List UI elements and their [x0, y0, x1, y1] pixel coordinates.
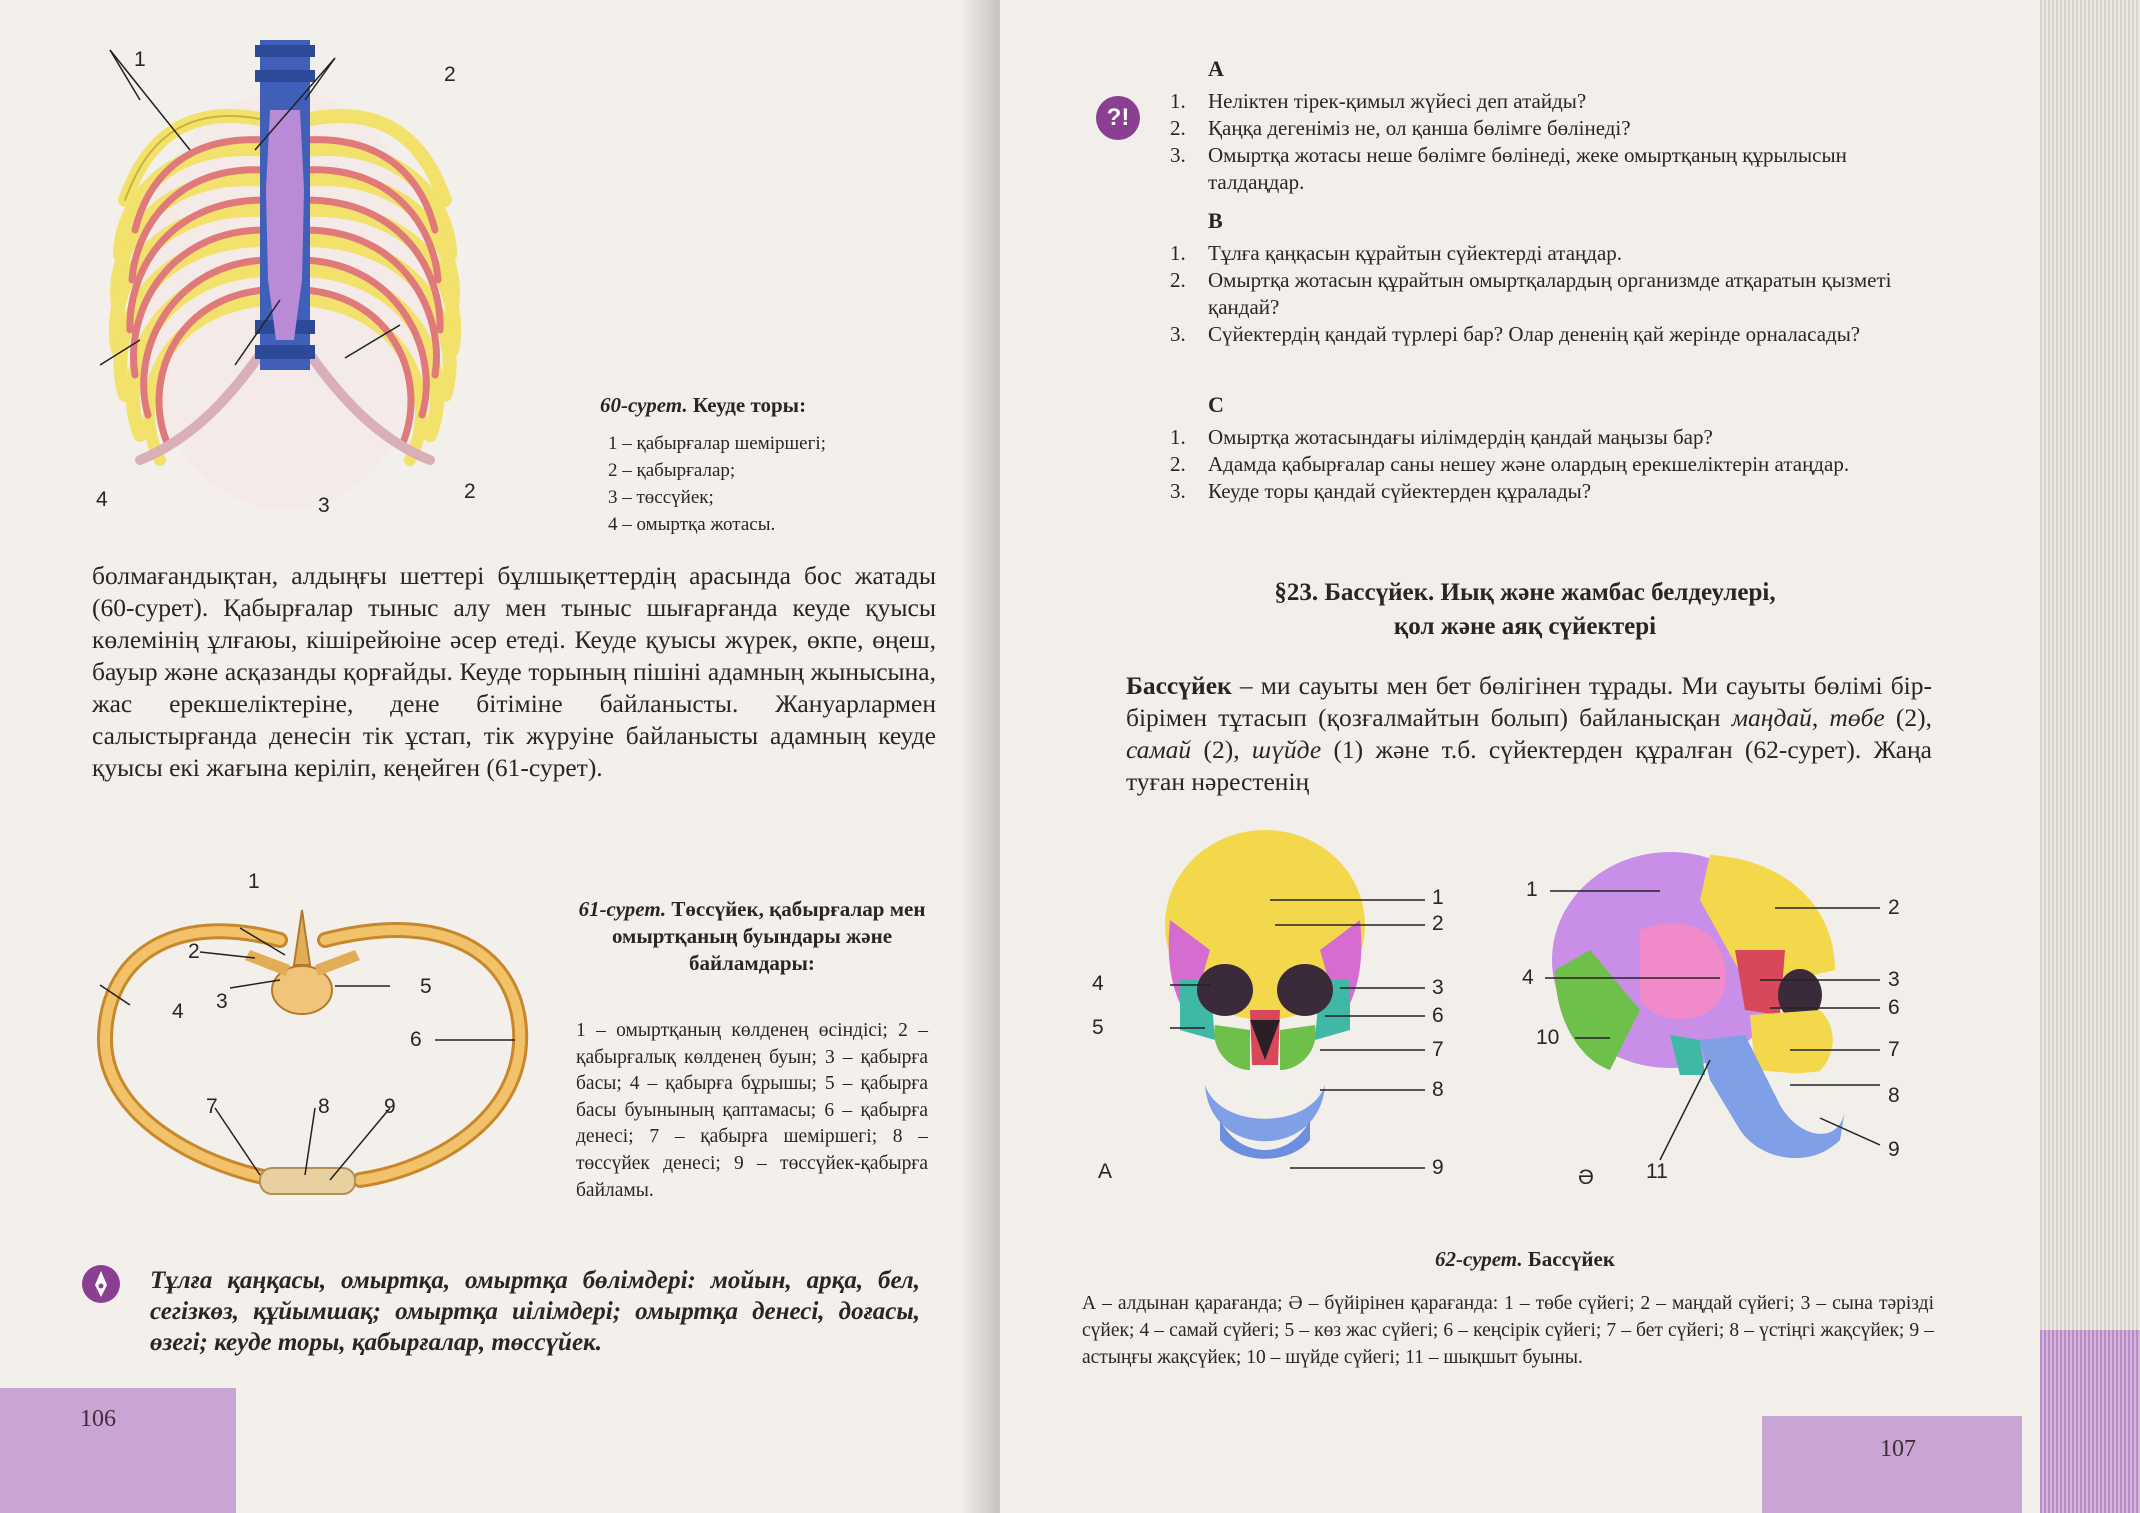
question-number: 1. — [1170, 425, 1186, 449]
skull-a-label-7: 7 — [1432, 1038, 1444, 1061]
rib-ring-figure — [90, 880, 580, 1210]
fig60-legend — [608, 430, 826, 538]
fig62-caption-title — [1120, 1246, 1930, 1273]
skull-b-label-11: 11 — [1646, 1160, 1668, 1183]
question-number: 2. — [1170, 268, 1186, 292]
skull-a-label-5: 5 — [1092, 1016, 1104, 1039]
fig61-label-9: 9 — [384, 1095, 396, 1118]
skull-b-label-7: 7 — [1888, 1038, 1900, 1061]
page-number-right: 107 — [1880, 1436, 1916, 1462]
fig62-legend — [1082, 1290, 1934, 1371]
skull-a-label-1: 1 — [1432, 886, 1444, 909]
skull-b-label-2: 2 — [1888, 896, 1900, 919]
fig61-label-1: 1 — [248, 870, 260, 893]
question-text: Тұлға қаңқасын құрайтын сүйектерді атаңдар. — [1208, 241, 1623, 265]
question-number: 2. — [1170, 452, 1186, 476]
fig61-legend-text: 1 – омыртқаның көлденең өсіндісі; 2 – қабырғалық көлденең буын; 3 – қабырға басы; 4 – қабырға бұрышы; 5 – қабырға басы буынының қаптамасы; 6 – қабырға денесі; 7 – қабырға шеміршегі; 8 – төссүйек денесі; 9 – төссүйек-қабырға байламы. — [576, 1020, 928, 1201]
fig60-label-4: 4 — [96, 488, 108, 511]
skull-b-label-6: 6 — [1888, 996, 1900, 1019]
fig61-caption-name: Төссүйек, қабырғалар мен омыртқаның буындары және байламдары: — [611, 897, 926, 975]
skull-b-label-4: 4 — [1522, 966, 1534, 989]
rib-cage-figure — [80, 40, 490, 520]
fig60-caption-title — [560, 392, 960, 419]
skull-a-label-3: 3 — [1432, 976, 1444, 999]
fig60-legend-item: 4 – омыртқа жотасы. — [608, 514, 776, 535]
fig62-caption-name: Бассүйек — [1527, 1247, 1615, 1271]
skull-b-label-1: 1 — [1526, 878, 1538, 901]
body-fragment: – ми сауыты мен бет бөлігінен тұрады. Ми сауыты бөлімі бір-бірімен тұтасып (қозғалмайтын болып) байланысқан — [1126, 671, 1932, 732]
right-page — [1000, 0, 2060, 1513]
fig60-legend-item: 2 – қабырғалар; — [608, 460, 736, 481]
skull-b-label-3: 3 — [1888, 968, 1900, 991]
question-icon-text: ?! — [1106, 104, 1130, 131]
fig61-label-8: 8 — [318, 1095, 330, 1118]
question-number: 2. — [1170, 116, 1186, 140]
fig61-caption-num: 61-сурет. — [578, 897, 667, 921]
question-number: 3. — [1170, 322, 1186, 346]
fig62-caption-num: 62-сурет. — [1435, 1247, 1523, 1271]
question-number: 3. — [1170, 479, 1186, 503]
skull-b-label-10: 10 — [1536, 1026, 1560, 1049]
fig60-caption-num: 60-сурет. — [600, 393, 688, 417]
page-number-left: 106 — [80, 1406, 116, 1432]
question-text: Омыртқа жотасын құрайтын омыртқалардың организмде атқаратын қызметі қандай? — [1208, 268, 1892, 319]
question-group-letter-a: А — [1208, 56, 1224, 81]
question-text: Кеуде торы қандай сүйектерден құралады? — [1208, 479, 1592, 503]
fig60-caption-name: Кеуде торы: — [692, 393, 807, 417]
skull-a-label-8: 8 — [1432, 1078, 1444, 1101]
fig60-label-3: 3 — [318, 494, 330, 517]
skull-a-view-label: А — [1098, 1160, 1113, 1183]
skull-a-label-4: 4 — [1092, 972, 1104, 995]
body-fragment: (2), — [1884, 703, 1933, 732]
fig61-label-7: 7 — [206, 1095, 218, 1118]
question-number: 1. — [1170, 89, 1186, 113]
question-text: Қаңқа дегеніміз не, ол қанша бөлімге бөлінеді? — [1208, 116, 1631, 140]
question-text: Омыртқа жотасындағы иілімдердің қандай маңызы бар? — [1208, 425, 1713, 449]
fig60-legend-item: 3 – төссүйек; — [608, 487, 714, 508]
question-group-letter-b: В — [1208, 208, 1223, 233]
fig61-label-5: 5 — [420, 975, 432, 998]
question-text: Сүйектердің қандай түрлері бар? Олар дененің қай жерінде орналасады? — [1208, 322, 1861, 346]
left-body-paragraph: болмағандықтан, алдыңғы шеттері бұлшықеттердің арасында бос жатады (60-сурет). Қабырғалар тыныс алу мен тыныс шығарғанда кеуде қуысы көлемінің ұлғаюы, кішірейюіне әсер етеді. Кеуде қуысы жүрек, өкпе, өңеш, бауыр және асқазанды қорғайды. Кеуде торының пішіні адамның жынысына, жас ерекшеліктеріне, дене бітіміне байланысты. Жануарлармен салыстырғанда денесін тік ұстап, тік жүруіне байланысты адамның кеуде қуысы екі жағына керіліп, кеңейген (61-сурет). — [92, 561, 936, 782]
term-temporal: самай — [1126, 735, 1192, 764]
question-text: Неліктен тірек-қимыл жүйесі деп атайды? — [1208, 89, 1587, 113]
term-occipital: шүйде — [1251, 735, 1322, 764]
skull-leader-lines — [1000, 0, 2060, 1513]
page-edges-tab — [2040, 1330, 2140, 1513]
question-number: 1. — [1170, 241, 1186, 265]
fig61-caption-title — [574, 896, 930, 977]
page-tab-left — [0, 1388, 236, 1513]
term-frontal: маңдай — [1731, 703, 1812, 732]
left-body-text — [92, 560, 936, 784]
fig61-legend — [576, 1018, 928, 1204]
fig61-label-2: 2 — [188, 940, 200, 963]
summary-text: Тұлға қаңқасы, омыртқа, омыртқа бөлімдері: мойын, арқа, бел, сегізкөз, құйымшақ; омыртқа иілімдері; омыртқа денесі, доғасы, өзегі; кеуде торы, қабырғалар, төссүйек. — [150, 1267, 920, 1356]
fig61-label-3: 3 — [216, 990, 228, 1013]
question-text: Адамда қабырғалар саны нешеу және олардың ерекшеліктерін атаңдар. — [1208, 452, 1850, 476]
term-parietal: төбе — [1829, 703, 1885, 732]
fig62-legend-text: А – алдынан қарағанда; Ә – бүйірінен қарағанда: 1 – төбе сүйегі; 2 – маңдай сүйегі; 3 – сына тәрізді сүйек; 4 – самай сүйегі; 5 – көз жас сүйегі; 6 – кеңсірік сүйегі; 7 – бет сүйегі; 8 – үстіңгі жақсүйек; 9 – астыңғы жақсүйек; 10 – шүйде сүйегі; 11 – шықшыт буыны. — [1082, 1293, 1934, 1368]
question-group-letter-c: С — [1208, 392, 1224, 417]
page-tab-right — [1762, 1416, 2022, 1513]
left-page — [0, 0, 1000, 1513]
body-fragment: (1) және т.б. сүйектерден құралған (62-сурет). Жаңа туған нәрестенің — [1126, 735, 1933, 796]
fig60-label-1: 1 — [134, 48, 146, 71]
question-number: 3. — [1170, 143, 1186, 167]
skull-a-label-9: 9 — [1432, 1156, 1444, 1179]
skull-a-label-2: 2 — [1432, 912, 1444, 935]
fig61-label-4: 4 — [172, 1000, 184, 1023]
fig60-legend-item: 1 – қабырғалар шеміршегі; — [608, 433, 826, 454]
section-heading-line2: қол және аяқ сүйектері — [1393, 613, 1657, 640]
question-text: Омыртқа жотасы неше бөлімге бөлінеді, жеке омыртқаның құрылысын талдаңдар. — [1208, 143, 1847, 194]
body-fragment: , — [1811, 703, 1830, 732]
body-fragment: (2), — [1191, 735, 1252, 764]
page-edges — [2040, 0, 2140, 1513]
section-heading-line1: §23. Бассүйек. Иық және жамбас белдеулері, — [1274, 579, 1776, 606]
skull-a-label-6: 6 — [1432, 1004, 1444, 1027]
skull-b-label-9: 9 — [1888, 1138, 1900, 1161]
summary-keywords — [150, 1265, 920, 1358]
skull-b-label-8: 8 — [1888, 1084, 1900, 1107]
fig60-label-2b: 2 — [464, 480, 476, 503]
fig61-label-6: 6 — [410, 1028, 422, 1051]
term-skull: Бассүйек — [1126, 671, 1232, 700]
skull-b-view-label: Ә — [1578, 1166, 1594, 1189]
pen-icon — [82, 1265, 120, 1303]
fig60-label-2a: 2 — [444, 63, 456, 86]
